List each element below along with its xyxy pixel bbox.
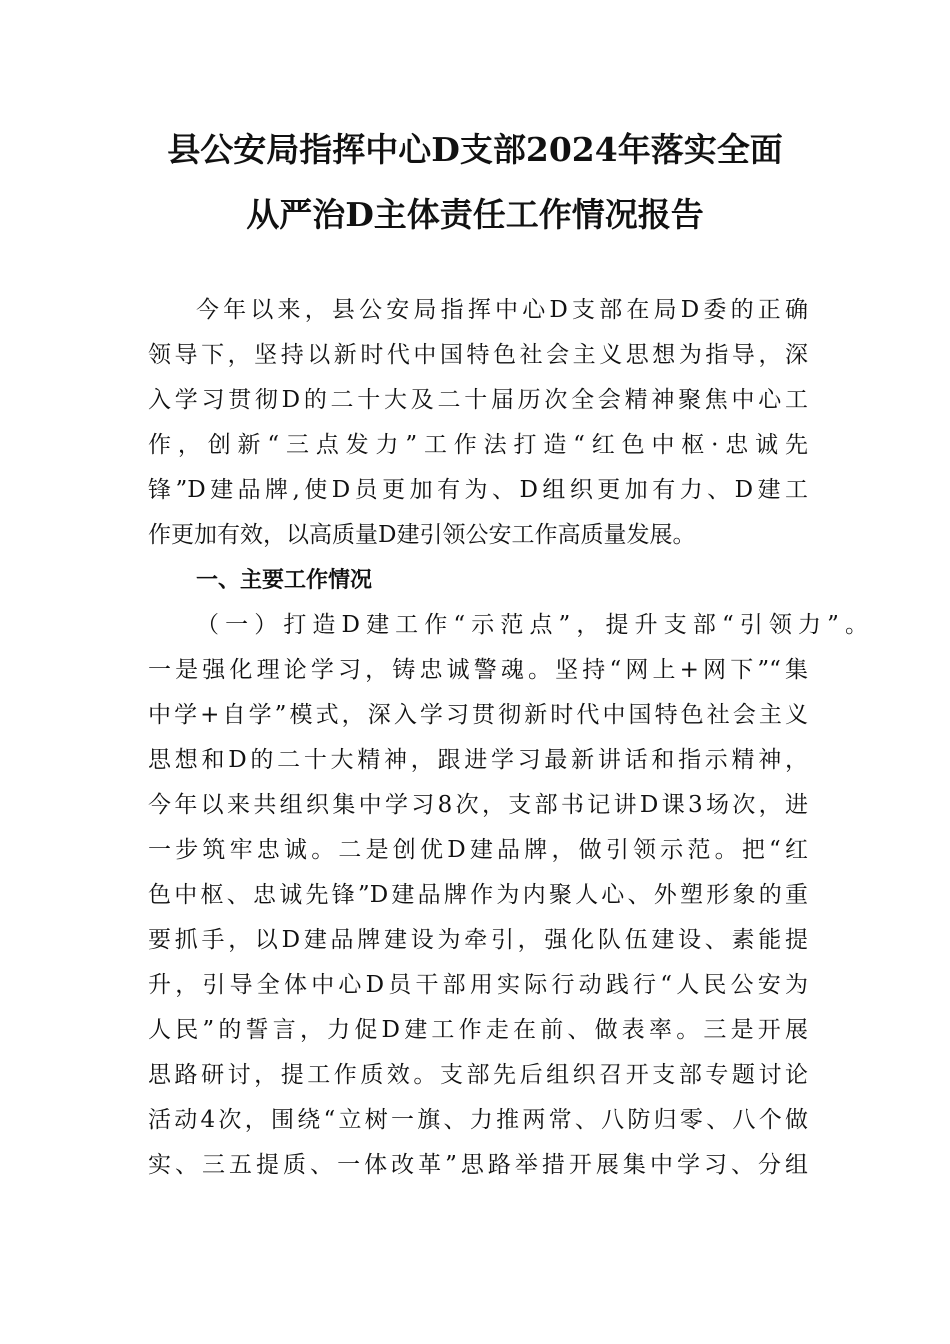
text-line: 人民”的誓言，力促D建工作走在前、做表率。三是开展 xyxy=(148,1017,808,1043)
text-line: 中学+自学”模式，深入学习贯彻新时代中国特色社会主义 xyxy=(148,702,808,728)
text-line: 今年以来，县公安局指挥中心D支部在局D委的正确 xyxy=(196,297,808,323)
document-body xyxy=(148,288,868,1188)
text-line: 要抓手，以D建品牌建设为牵引，强化队伍建设、素能提 xyxy=(148,927,808,953)
document-title-line-1: 县公安局指挥中心D支部2024年落实全面 xyxy=(167,130,783,169)
text-line: 锋”D建品牌,使D员更加有为、D组织更加有力、D建工 xyxy=(148,477,808,503)
text-line: 活动4次，围绕“立树一旗、力推两常、八防归零、八个做 xyxy=(148,1107,808,1133)
text-line: 思想和D的二十大精神，跟进学习最新讲话和指示精神， xyxy=(148,747,808,773)
text-line: 一是强化理论学习，铸忠诚警魂。坚持“网上+网下”“集 xyxy=(148,657,808,683)
text-line: 入学习贯彻D的二十大及二十届历次全会精神聚焦中心工 xyxy=(148,387,808,413)
text-line: 领导下，坚持以新时代中国特色社会主义思想为指导，深 xyxy=(148,342,808,368)
document-title-line-2: 从严治D主体责任工作情况报告 xyxy=(246,195,704,234)
text-line: 思路研讨，提工作质效。支部先后组织召开支部专题讨论 xyxy=(148,1062,808,1088)
text-line: 今年以来共组织集中学习8次，支部书记讲D课3场次，进 xyxy=(148,792,808,818)
section-heading: 一、主要工作情况 xyxy=(196,568,373,593)
subsection-paragraph xyxy=(148,603,868,1188)
text-line: 实、三五提质、一体改革”思路举措开展集中学习、分组 xyxy=(148,1152,808,1178)
text-line: 升，引导全体中心D员干部用实际行动践行“人民公安为 xyxy=(148,972,808,998)
text-line: 作，创新“三点发力”工作法打造“红色中枢·忠诚先 xyxy=(148,432,808,458)
intro-paragraph xyxy=(148,288,808,558)
text-line: 色中枢、忠诚先锋”D建品牌作为内聚人心、外塑形象的重 xyxy=(148,882,808,908)
subsection-heading: （一）打造D建工作“示范点”，提升支部“引领力”。 xyxy=(196,612,868,638)
text-line: 作更加有效，以高质量D建引领公安工作高质量发展。 xyxy=(148,522,696,548)
text-line: 一步筑牢忠诚。二是创优D建品牌，做引领示范。把“红 xyxy=(148,837,808,863)
